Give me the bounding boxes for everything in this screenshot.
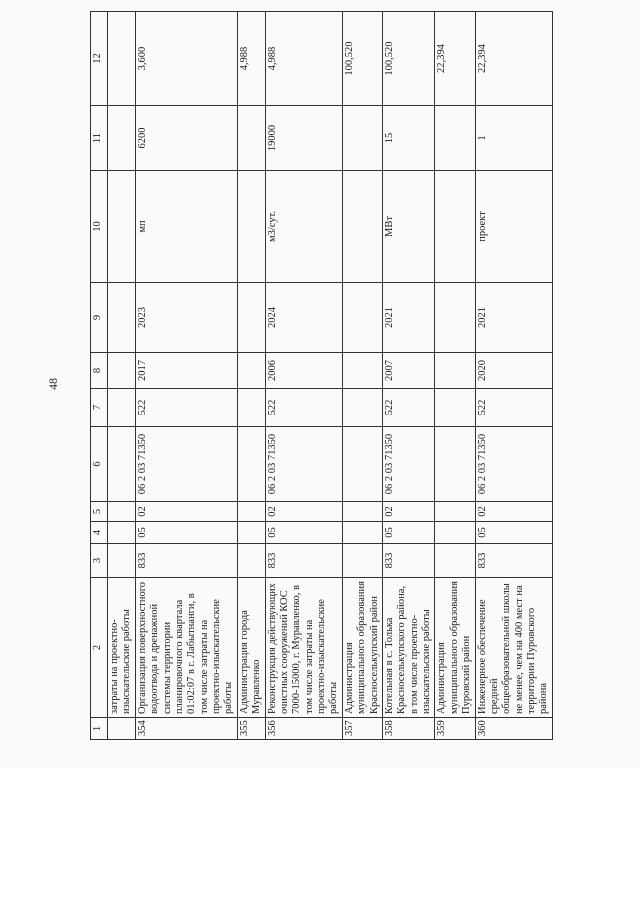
cell [435,389,475,427]
cell [108,171,136,283]
row-name: Котельная в с. Толька Красноселькупского района, в том числе проектно-изыскательские работы [382,578,435,718]
table-row [475,12,552,740]
cell [108,389,136,427]
header-cell: 12 [91,12,108,106]
cell: 522 [475,389,552,427]
cell [435,106,475,171]
row-number: 355 [237,718,265,740]
header-cell: 8 [91,353,108,389]
cell [108,12,136,106]
cell: мп [135,171,237,283]
cell [108,502,136,522]
cell: 02 [265,502,342,522]
row-number: 358 [382,718,435,740]
header-cell: 5 [91,502,108,522]
cell [342,106,382,171]
row-number: 360 [475,718,552,740]
cell [237,502,265,522]
cell: 06 2 03 71350 [382,427,435,502]
cell: 06 2 03 71350 [475,427,552,502]
cell: 22,394 [435,12,475,106]
row-name: Организация поверхностного водоотвода и дренажной системы территории планировочного квартала 01:02:07 в г. Лабытнанги, в том числе затраты на проектно-изыскательские работы [135,578,237,718]
table-row [435,12,475,740]
cell [237,389,265,427]
cell [435,283,475,353]
cell [342,283,382,353]
table-row [135,12,237,740]
cell [108,106,136,171]
cell: 02 [382,502,435,522]
cell [237,171,265,283]
header-cell: 10 [91,171,108,283]
investment-table [90,11,553,740]
cell [108,544,136,578]
cell: 2017 [135,353,237,389]
cell: 02 [475,502,552,522]
cell [237,427,265,502]
header-cell: 7 [91,389,108,427]
cell: 522 [382,389,435,427]
cell: 22,394 [475,12,552,106]
cell: 05 [265,522,342,544]
cell: 2020 [475,353,552,389]
cell: 02 [135,502,237,522]
header-row [91,12,108,740]
cell [108,353,136,389]
cell: МВт [382,171,435,283]
row-name: затраты на проектно-изыскательские работы [108,578,136,718]
header-cell: 1 [91,718,108,740]
table-row [237,12,265,740]
cell: 2024 [265,283,342,353]
header-cell: 3 [91,544,108,578]
cell: 100,520 [342,12,382,106]
cell: 833 [135,544,237,578]
cell: м3/сут. [265,171,342,283]
header-cell: 6 [91,427,108,502]
cell: 06 2 03 71350 [135,427,237,502]
cell [342,171,382,283]
row-number [108,718,136,740]
row-name: Администрация города Муравленко [237,578,265,718]
cell [237,544,265,578]
row-number: 354 [135,718,237,740]
cell [435,502,475,522]
cell: 05 [475,522,552,544]
cell: 522 [135,389,237,427]
cell: 4,988 [265,12,342,106]
cell: 833 [475,544,552,578]
cell [342,353,382,389]
table-row [108,12,136,740]
cell: 833 [265,544,342,578]
cell: 1 [475,106,552,171]
cell [108,283,136,353]
cell [237,522,265,544]
header-cell: 9 [91,283,108,353]
cell [342,522,382,544]
cell [108,427,136,502]
page-number: 48 [46,378,60,390]
cell: 19000 [265,106,342,171]
cell [342,427,382,502]
cell [435,522,475,544]
header-cell: 4 [91,522,108,544]
cell [108,522,136,544]
row-number: 357 [342,718,382,740]
cell: 522 [265,389,342,427]
row-name: Реконструкция действующих очистных сооружений КОС 7000-15000, г. Муравленко, в том числе затраты на проектно-изыскательские работы [265,578,342,718]
cell [435,544,475,578]
cell: 06 2 03 71350 [265,427,342,502]
cell [342,389,382,427]
row-name: Администрация муниципального образования Красноселькупский район [342,578,382,718]
cell [237,106,265,171]
cell: 2006 [265,353,342,389]
cell: проект [475,171,552,283]
cell: 2021 [382,283,435,353]
cell [237,283,265,353]
cell: 05 [382,522,435,544]
cell: 2021 [475,283,552,353]
cell: 15 [382,106,435,171]
cell: 2023 [135,283,237,353]
cell: 6200 [135,106,237,171]
cell: 3,600 [135,12,237,106]
cell [435,171,475,283]
cell [435,353,475,389]
table-row [382,12,435,740]
row-number: 356 [265,718,342,740]
table-row [265,12,342,740]
cell [237,353,265,389]
cell: 100,520 [382,12,435,106]
cell: 2007 [382,353,435,389]
cell [435,427,475,502]
header-cell: 2 [91,578,108,718]
rotated-table-wrapper [90,12,600,740]
cell: 05 [135,522,237,544]
cell: 4,988 [237,12,265,106]
row-name: Администрация муниципального образования Пуровский район [435,578,475,718]
row-name: Инженерное обеспечение средней общеобразовательной школы не менее, чем на 400 мест на территории Пуровского района [475,578,552,718]
row-number: 359 [435,718,475,740]
cell: 833 [382,544,435,578]
cell [342,502,382,522]
header-cell: 11 [91,106,108,171]
table-row [342,12,382,740]
cell [342,544,382,578]
